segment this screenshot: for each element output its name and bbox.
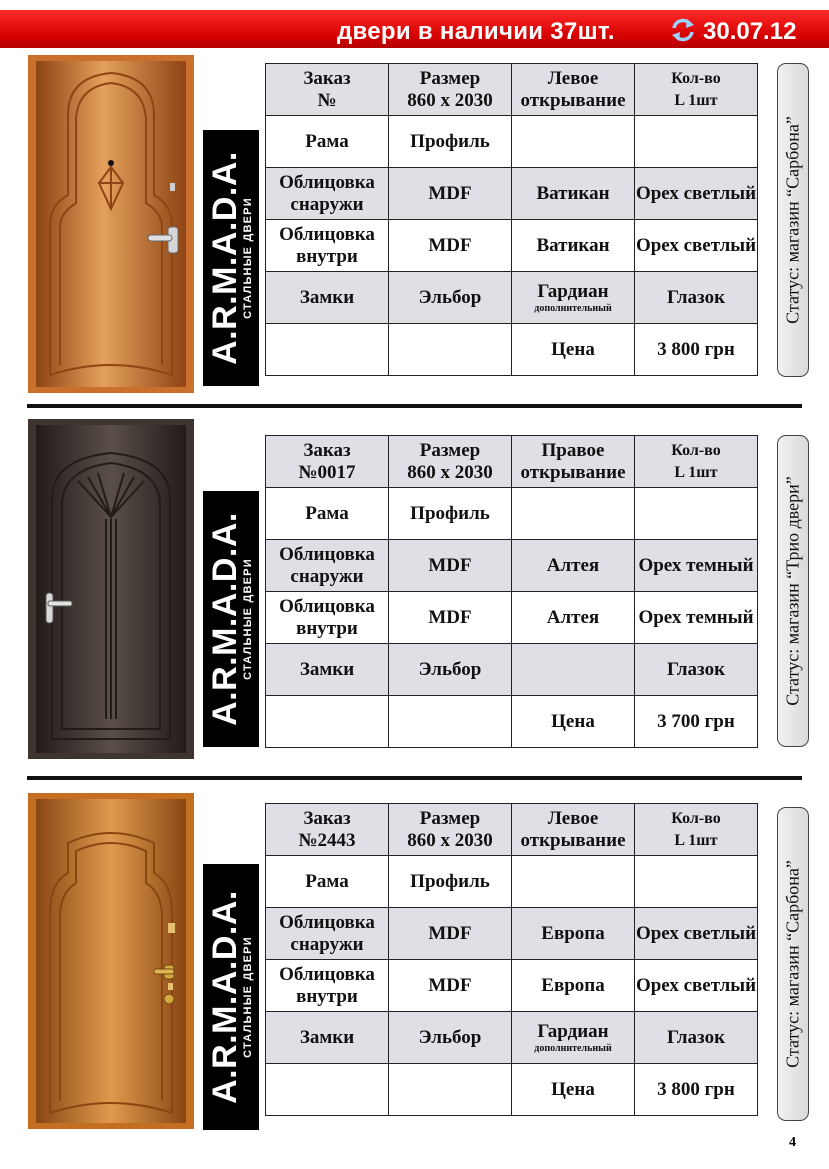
status-text: Статус: магазин “Трио двери”: [782, 476, 803, 706]
peephole: Глазок: [635, 272, 758, 324]
locks-label: Замки: [266, 1012, 389, 1064]
outer-material: MDF: [389, 908, 512, 960]
refresh-icon: [670, 17, 696, 43]
price-label: Цена: [512, 324, 635, 376]
price-label: Цена: [512, 1064, 635, 1116]
order-cell: Заказ №0017: [266, 436, 389, 488]
inner-label: Облицовка внутри: [266, 592, 389, 644]
brand-logo: [203, 491, 259, 747]
frame-label: Рама: [266, 116, 389, 168]
frame-label: Рама: [266, 856, 389, 908]
inner-model: Европа: [512, 960, 635, 1012]
outer-material: MDF: [389, 540, 512, 592]
brand-tagline: СТАЛЬНЫЕ ДВЕРИ: [242, 558, 254, 680]
status-text: Статус: магазин “Сарбона”: [782, 116, 803, 324]
status-badge: [777, 63, 809, 377]
header-banner: [0, 10, 829, 48]
size-cell: Размер 860 x 2030: [389, 804, 512, 856]
peephole: Глазок: [635, 644, 758, 696]
inner-color: Орех светлый: [635, 220, 758, 272]
order-cell: Заказ №: [266, 64, 389, 116]
inner-model: Ватикан: [512, 220, 635, 272]
lock-extra: [512, 644, 635, 696]
price-label: Цена: [512, 696, 635, 748]
inner-model: Алтея: [512, 592, 635, 644]
brand-name: A.R.M.A.D.A.: [206, 512, 244, 726]
outer-material: MDF: [389, 168, 512, 220]
spec-table: [265, 63, 758, 376]
door-photo-1: [28, 55, 194, 393]
size-cell: Размер 860 x 2030: [389, 64, 512, 116]
inner-label: Облицовка внутри: [266, 220, 389, 272]
inner-color: Орех светлый: [635, 960, 758, 1012]
inner-color: Орех темный: [635, 592, 758, 644]
door-photo-2: [28, 419, 194, 759]
inner-material: MDF: [389, 220, 512, 272]
status-badge: [777, 435, 809, 747]
outer-label: Облицовка снаружи: [266, 168, 389, 220]
door-listing-2: [0, 419, 829, 759]
inner-label: Облицовка внутри: [266, 960, 389, 1012]
qty-cell: Кол-во L 1шт: [635, 64, 758, 116]
brand-logo: [203, 130, 259, 386]
opening-cell: Левое открывание: [512, 804, 635, 856]
brand-tagline: СТАЛЬНЫЕ ДВЕРИ: [242, 936, 254, 1058]
outer-color: Орех светлый: [635, 908, 758, 960]
opening-cell: Левое открывание: [512, 64, 635, 116]
brand-name: A.R.M.A.D.A.: [206, 151, 244, 365]
size-cell: Размер 860 x 2030: [389, 436, 512, 488]
qty-cell: Кол-во L 1шт: [635, 804, 758, 856]
price-value: 3 800 грн: [635, 1064, 758, 1116]
stock-date: 30.07.12: [703, 18, 797, 45]
door-photo-3: [28, 793, 194, 1129]
outer-label: Облицовка снаружи: [266, 540, 389, 592]
lock-primary: Эльбор: [389, 272, 512, 324]
frame-value: Профиль: [389, 488, 512, 540]
section-divider: [27, 776, 802, 780]
section-divider: [27, 404, 802, 408]
price-value: 3 800 грн: [635, 324, 758, 376]
spec-table: [265, 803, 758, 1116]
frame-value: Профиль: [389, 856, 512, 908]
lock-primary: Эльбор: [389, 1012, 512, 1064]
brand-name: A.R.M.A.D.A.: [206, 890, 244, 1104]
door-listing-1: [0, 55, 829, 395]
frame-label: Рама: [266, 488, 389, 540]
brand-logo: [203, 864, 259, 1130]
lock-extra: Гардиан дополнительный: [512, 272, 635, 324]
order-cell: Заказ №2443: [266, 804, 389, 856]
frame-value: Профиль: [389, 116, 512, 168]
status-badge: [777, 807, 809, 1121]
door-listing-3: [0, 793, 829, 1133]
opening-cell: Правое открывание: [512, 436, 635, 488]
outer-model: Ватикан: [512, 168, 635, 220]
peephole: Глазок: [635, 1012, 758, 1064]
brand-tagline: СТАЛЬНЫЕ ДВЕРИ: [242, 197, 254, 319]
lock-extra: Гардиан дополнительный: [512, 1012, 635, 1064]
outer-model: Алтея: [512, 540, 635, 592]
outer-label: Облицовка снаружи: [266, 908, 389, 960]
spec-table: [265, 435, 758, 748]
inner-material: MDF: [389, 960, 512, 1012]
inner-material: MDF: [389, 592, 512, 644]
locks-label: Замки: [266, 272, 389, 324]
locks-label: Замки: [266, 644, 389, 696]
status-text: Статус: магазин “Сарбона”: [782, 860, 803, 1068]
lock-primary: Эльбор: [389, 644, 512, 696]
price-value: 3 700 грн: [635, 696, 758, 748]
outer-color: Орех светлый: [635, 168, 758, 220]
page-number: 4: [789, 1135, 796, 1150]
qty-cell: Кол-во L 1шт: [635, 436, 758, 488]
outer-color: Орех темный: [635, 540, 758, 592]
outer-model: Европа: [512, 908, 635, 960]
stock-title: двери в наличии 37шт.: [337, 18, 615, 45]
